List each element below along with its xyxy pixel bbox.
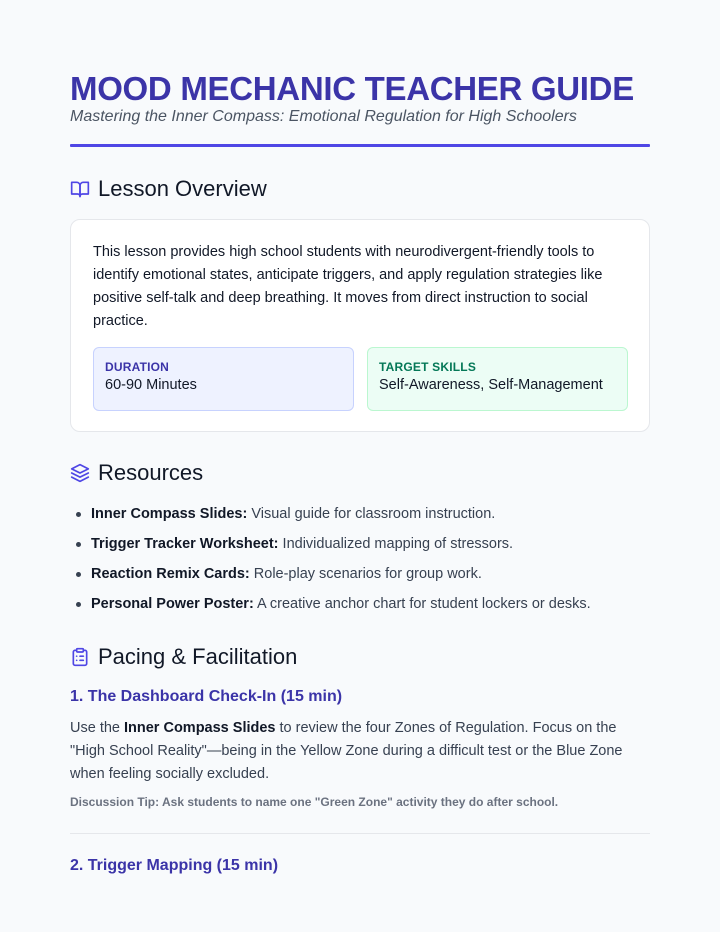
resource-desc: Visual guide for classroom instruction.	[247, 506, 496, 522]
layers-icon	[70, 463, 90, 483]
list-item	[70, 533, 650, 563]
page-subtitle: Mastering the Inner Compass: Emotional Regulation for High Schoolers	[70, 108, 577, 125]
overview-text: This lesson provides high school students with neurodivergent-friendly tools to identify emotional states, anticipate triggers, and apply regulation strategies like positive self-talk and deep breathing. It moves from direct instruction to social practice.	[93, 244, 603, 329]
resource-desc: Individualized mapping of stressors.	[278, 536, 514, 552]
step-divider	[70, 833, 650, 834]
resource-name: Trigger Tracker Worksheet:	[91, 536, 279, 552]
duration-box	[93, 347, 354, 411]
list-item	[70, 593, 650, 623]
resources-list	[70, 503, 650, 623]
step-1-body	[70, 717, 650, 786]
list-item	[70, 503, 650, 533]
list-item	[70, 563, 650, 593]
resources-heading	[70, 460, 203, 486]
resource-name: Inner Compass Slides:	[91, 506, 248, 522]
step-1-body-post: to review the four Zones of Regulation. Focus on the "High School Reality"—being in the Yellow Zone during a difficult test or the Blue Zone when feeling socially excluded.	[70, 720, 623, 782]
resources-heading-text: Resources	[98, 460, 204, 485]
pacing-heading-text: Pacing & Facilitation	[98, 644, 298, 669]
lesson-overview-card	[70, 219, 650, 432]
lesson-overview-heading-text: Lesson Overview	[98, 176, 267, 201]
duration-value: 60-90 Minutes	[105, 377, 197, 393]
target-skills-value: Self-Awareness, Self-Management	[379, 377, 603, 393]
page-title: MOOD MECHANIC TEACHER GUIDE	[70, 70, 634, 107]
target-skills-box	[367, 347, 628, 411]
step-1-title: 1. The Dashboard Check-In (15 min)	[70, 688, 343, 705]
duration-label: DURATION	[105, 360, 170, 374]
book-open-icon	[70, 179, 90, 199]
resource-name: Reaction Remix Cards:	[91, 566, 250, 582]
step-1-body-bold: Inner Compass Slides	[124, 720, 276, 736]
target-skills-label: TARGET SKILLS	[379, 360, 477, 374]
resource-desc: A creative anchor chart for student lockers or desks.	[253, 596, 591, 612]
step-1-body-pre: Use the	[70, 720, 124, 736]
pacing-heading	[70, 644, 297, 670]
resource-name: Personal Power Poster:	[91, 596, 254, 612]
resource-desc: Role-play scenarios for group work.	[249, 566, 482, 582]
step-2-title: 2. Trigger Mapping (15 min)	[70, 857, 279, 874]
clipboard-list-icon	[70, 647, 90, 667]
lesson-overview-heading	[70, 176, 267, 202]
step-1-discussion-tip: Discussion Tip: Ask students to name one "Green Zone" activity they do after school.	[70, 795, 559, 809]
title-divider	[70, 144, 650, 147]
